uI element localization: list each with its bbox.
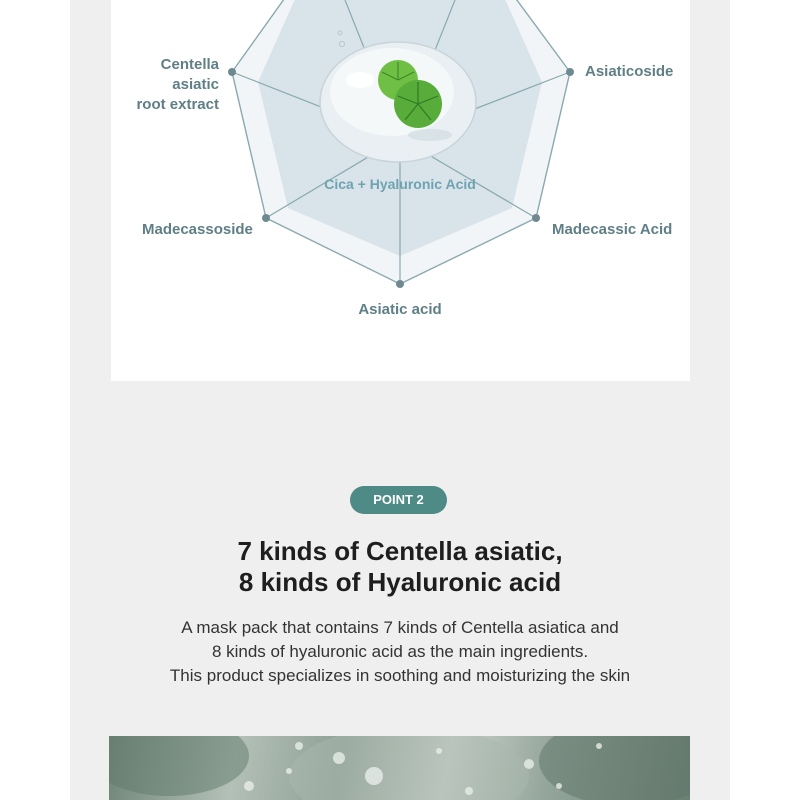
leaf-water-droplets-photo (109, 736, 690, 800)
label-line: root extract (136, 96, 219, 113)
headline-line: 7 kinds of Centella asiatic, (237, 536, 563, 566)
point-badge: POINT 2 (350, 486, 447, 514)
description-line: This product specializes in soothing and moisturizing the skin (169, 666, 631, 685)
label-madecassic-acid: Madecassic Acid (552, 221, 673, 238)
description-line: A mask pack that contains 7 kinds of Centella asiatica and (181, 618, 619, 637)
headline (100, 536, 700, 598)
center-label: Cica + Hyaluronic Acid (324, 176, 476, 192)
headline-line: 8 kinds of Hyaluronic acid (238, 567, 562, 597)
label-madecassoside: Madecassoside (142, 221, 253, 238)
label-asiaticoside: Asiaticoside (585, 63, 674, 80)
label-line: asiatic (172, 76, 219, 93)
description (100, 616, 700, 688)
description-line: 8 kinds of hyaluronic acid as the main ingredients. (211, 642, 589, 661)
label-centella-root-extract (120, 55, 219, 115)
label-asiatic-acid: Asiatic acid (358, 301, 442, 318)
label-line: Centella (160, 56, 219, 73)
